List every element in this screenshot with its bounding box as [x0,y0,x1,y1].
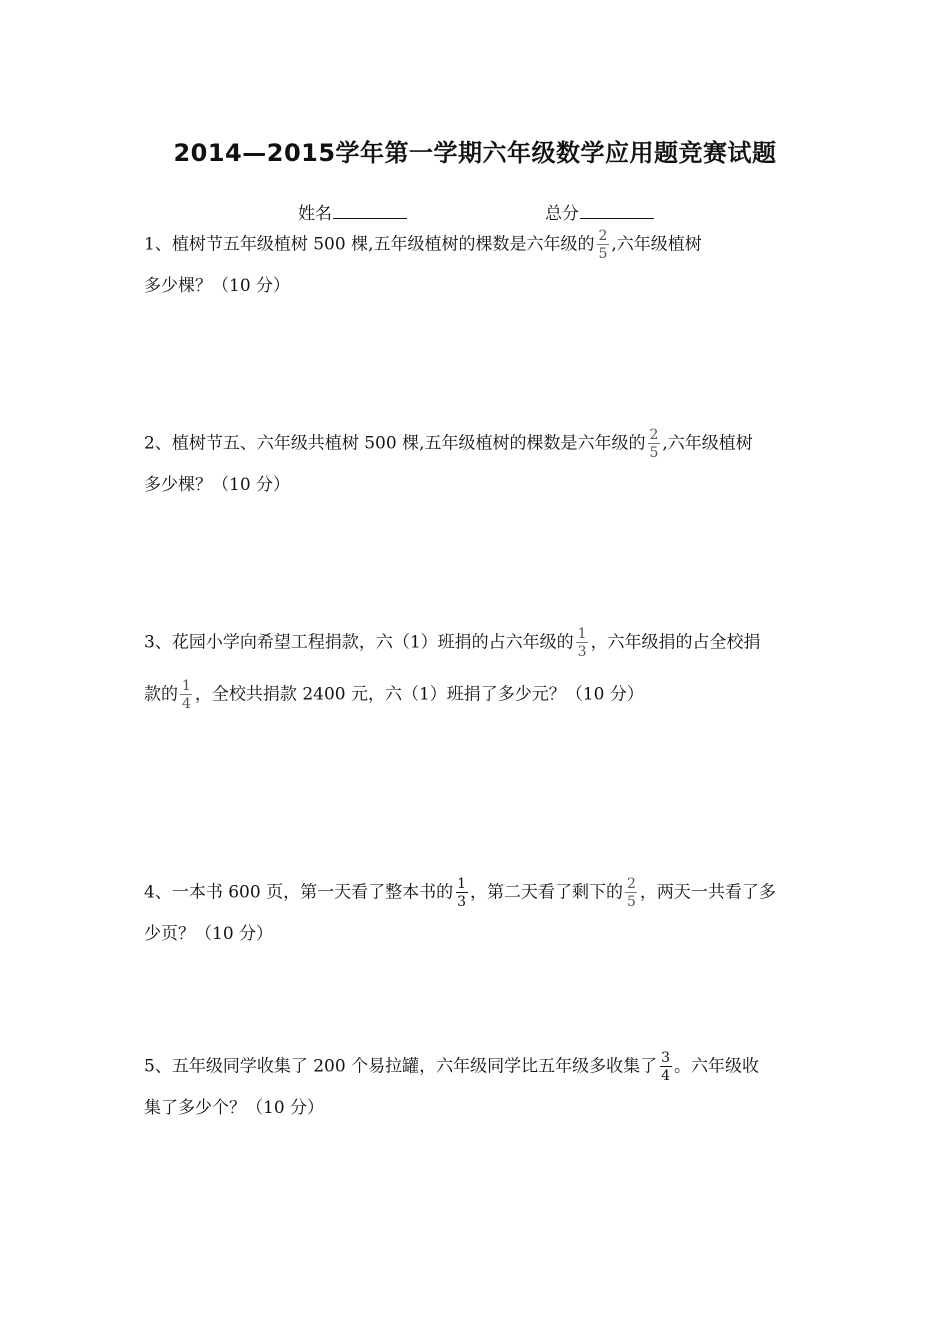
question-1-line-1 [144,229,702,261]
question-3-text-d: ，全校共捐款 2400 元，六（1）班捐了多少元？（10 分） [194,684,644,705]
question-2-line-1 [144,428,753,460]
question-1-line-2: 多少棵？（10 分） [144,276,291,296]
question-5-text-a: 5、五年级同学收集了 200 个易拉罐，六年级同学比五年级多收集了 [144,1056,658,1077]
question-2-text-a: 2、植树节五、六年级共植树 500 棵,五年级植树的棵数是六年级的 [144,433,646,454]
question-3-text-b: ，六年级捐的占全校捐 [590,632,761,653]
fraction-denominator: 5 [598,246,608,262]
question-3-text-c: 款的 [144,684,178,705]
name-field [298,199,407,224]
name-blank [333,204,407,219]
question-2-line-2: 多少棵？（10 分） [144,475,291,495]
fraction-numerator: 2 [649,427,659,443]
fraction-numerator: 1 [182,678,191,694]
question-4-line-1 [144,877,776,909]
fraction-numerator: 1 [457,876,466,892]
fraction-denominator: 3 [457,894,466,910]
page-title: 2014—2015学年第一学期六年级数学应用题竞赛试题 [173,139,777,167]
fraction-1-3 [576,627,589,659]
fraction-1-3 [455,877,468,909]
fraction-numerator: 1 [577,626,587,642]
fraction-denominator: 4 [661,1068,670,1084]
fraction-denominator: 5 [649,445,659,461]
fraction-numerator: 3 [661,1050,670,1066]
fraction-2-5 [625,877,638,909]
question-1-text-b: ,六年级植树 [611,234,702,255]
question-5-line-1 [144,1051,759,1083]
question-5-line-2: 集了多少个？（10 分） [144,1098,325,1118]
fraction-3-4 [659,1051,672,1083]
fraction-numerator: 2 [598,228,608,244]
question-3-line-1 [144,627,761,659]
question-3-text-a: 3、花园小学向希望工程捐款，六（1）班捐的占六年级的 [144,632,574,653]
fraction-2-5 [596,229,609,261]
question-4-text-c: ，两天一共看了多 [639,882,776,903]
question-4-text-b: ，第二天看了剩下的 [470,882,623,903]
fraction-denominator: 4 [182,696,191,712]
fraction-denominator: 3 [577,644,587,660]
question-4-text-a: 4、一本书 600 页，第一天看了整本书的 [144,882,454,903]
question-4-line-2: 少页？（10 分） [144,924,274,944]
question-2-text-b: ,六年级植树 [662,433,753,454]
score-field [545,199,654,224]
fraction-2-5 [647,428,660,460]
fraction-1-4 [180,679,193,711]
question-5-text-b: 。六年级收 [674,1056,759,1077]
name-label: 姓名 [298,204,332,224]
question-1-text-a: 1、植树节五年级植树 500 棵,五年级植树的棵数是六年级的 [144,234,595,255]
fraction-numerator: 2 [627,876,636,892]
score-blank [580,204,654,219]
fraction-denominator: 5 [627,894,636,910]
score-label: 总分 [545,204,579,224]
question-3-line-2 [144,679,644,711]
